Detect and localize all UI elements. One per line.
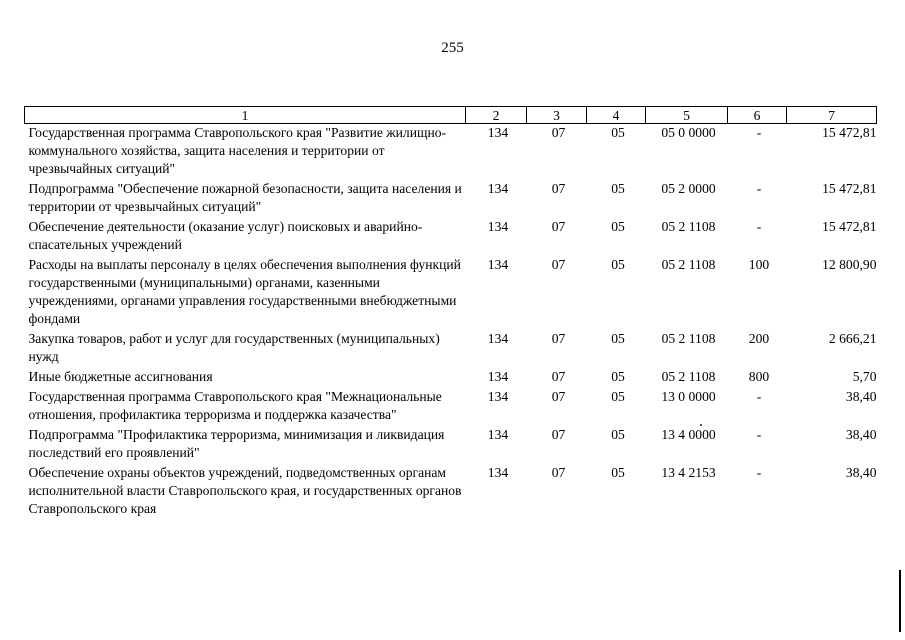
row-expense-type: -	[756, 125, 762, 140]
table-row	[25, 180, 877, 218]
row-code: 134	[487, 181, 509, 196]
table-row	[25, 464, 877, 520]
table-row	[25, 426, 877, 464]
row-target: 05 2 0000	[661, 181, 716, 196]
row-name: Подпрограмма "Обеспечение пожарной безопасности, защита населения и территории от чрезвычайных ситуаций"	[28, 181, 462, 214]
row-subsection: 05	[611, 257, 625, 272]
row-section: 07	[551, 369, 566, 384]
table-row	[25, 218, 877, 256]
row-target: 05 2 1108	[661, 331, 716, 346]
row-expense-type: -	[756, 427, 762, 442]
row-section: 07	[551, 465, 566, 480]
budget-table	[24, 106, 877, 520]
row-code: 134	[487, 125, 509, 140]
row-subsection: 05	[611, 369, 625, 384]
row-expense-type: -	[756, 465, 762, 480]
column-header-section: 3	[527, 107, 587, 124]
row-name: Обеспечение деятельности (оказание услуг) поисковых и аварийно-спасательных учреждений	[28, 219, 423, 252]
column-header-expense-type: 6	[728, 107, 787, 124]
row-expense-type: 100	[748, 257, 770, 272]
row-name: Государственная программа Ставропольского края "Межнациональные отношения, профилактика терроризма и поддержка казачества"	[28, 389, 442, 422]
row-subsection: 05	[611, 465, 625, 480]
row-target: 13 0 0000	[661, 389, 716, 404]
header-row	[25, 107, 877, 124]
row-code: 134	[487, 257, 509, 272]
row-subsection: 05	[611, 427, 625, 442]
row-code: 134	[487, 369, 509, 384]
column-header-subsection: 4	[587, 107, 646, 124]
row-subsection: 05	[611, 125, 625, 140]
row-section: 07	[551, 181, 566, 196]
row-amount: 15 472,81	[822, 181, 877, 196]
row-expense-type: -	[756, 181, 762, 196]
row-section: 07	[551, 427, 566, 442]
row-expense-type: -	[756, 219, 762, 234]
row-code: 134	[487, 427, 509, 442]
column-header-name: 1	[25, 107, 466, 124]
row-amount: 5,70	[852, 369, 877, 384]
row-name: Подпрограмма "Профилактика терроризма, минимизация и ликвидация последствий его проявлений"	[28, 427, 445, 460]
table-row	[25, 388, 877, 426]
row-name: Иные бюджетные ассигнования	[28, 369, 213, 384]
table-row	[25, 330, 877, 368]
row-code: 134	[487, 389, 509, 404]
row-section: 07	[551, 389, 566, 404]
row-subsection: 05	[611, 389, 625, 404]
row-name: Закупка товаров, работ и услуг для государственных (муниципальных) нужд	[28, 331, 440, 364]
row-target: 05 2 1108	[661, 369, 716, 384]
row-amount: 12 800,90	[822, 257, 877, 272]
row-code: 134	[487, 331, 509, 346]
row-expense-type: 800	[748, 369, 770, 384]
row-name: Обеспечение охраны объектов учреждений, подведомственных органам исполнительной власти Ставропольского края, и государственных органов Ставропольского края	[28, 465, 462, 516]
row-code: 134	[487, 219, 509, 234]
table-row	[25, 124, 877, 181]
row-section: 07	[551, 125, 566, 140]
column-header-target: 5	[646, 107, 728, 124]
row-name: Расходы на выплаты персоналу в целях обеспечения выполнения функций государственными (муниципальными) органами, казенными учреждениями, органами управления государственными внебюджетными фондами	[28, 257, 461, 326]
row-expense-type: -	[756, 389, 762, 404]
column-header-code: 2	[466, 107, 527, 124]
stray-dot-mark	[700, 424, 702, 426]
row-subsection: 05	[611, 331, 625, 346]
row-target: 05 0 0000	[661, 125, 716, 140]
row-target: 05 2 1108	[661, 257, 716, 272]
row-amount: 38,40	[845, 389, 877, 404]
table-row	[25, 368, 877, 388]
row-amount: 15 472,81	[822, 219, 877, 234]
row-expense-type: 200	[748, 331, 770, 346]
column-header-amount: 7	[787, 107, 877, 124]
row-amount: 38,40	[845, 427, 877, 442]
row-target: 13 4 2153	[661, 465, 716, 480]
row-subsection: 05	[611, 219, 625, 234]
table-row	[25, 256, 877, 330]
row-section: 07	[551, 257, 566, 272]
scan-edge-line	[899, 570, 901, 632]
row-target: 05 2 1108	[661, 219, 716, 234]
row-code: 134	[487, 465, 509, 480]
row-amount: 2 666,21	[828, 331, 877, 346]
page-number: 255	[441, 40, 464, 56]
row-amount: 38,40	[845, 465, 877, 480]
row-subsection: 05	[611, 181, 625, 196]
row-amount: 15 472,81	[822, 125, 877, 140]
row-section: 07	[551, 331, 566, 346]
row-name: Государственная программа Ставропольского края "Развитие жилищно-коммунального хозяйства, защита населения и территории от чрезвычайных ситуаций"	[28, 125, 447, 176]
row-section: 07	[551, 219, 566, 234]
row-target: 13 4 0000	[661, 427, 716, 442]
